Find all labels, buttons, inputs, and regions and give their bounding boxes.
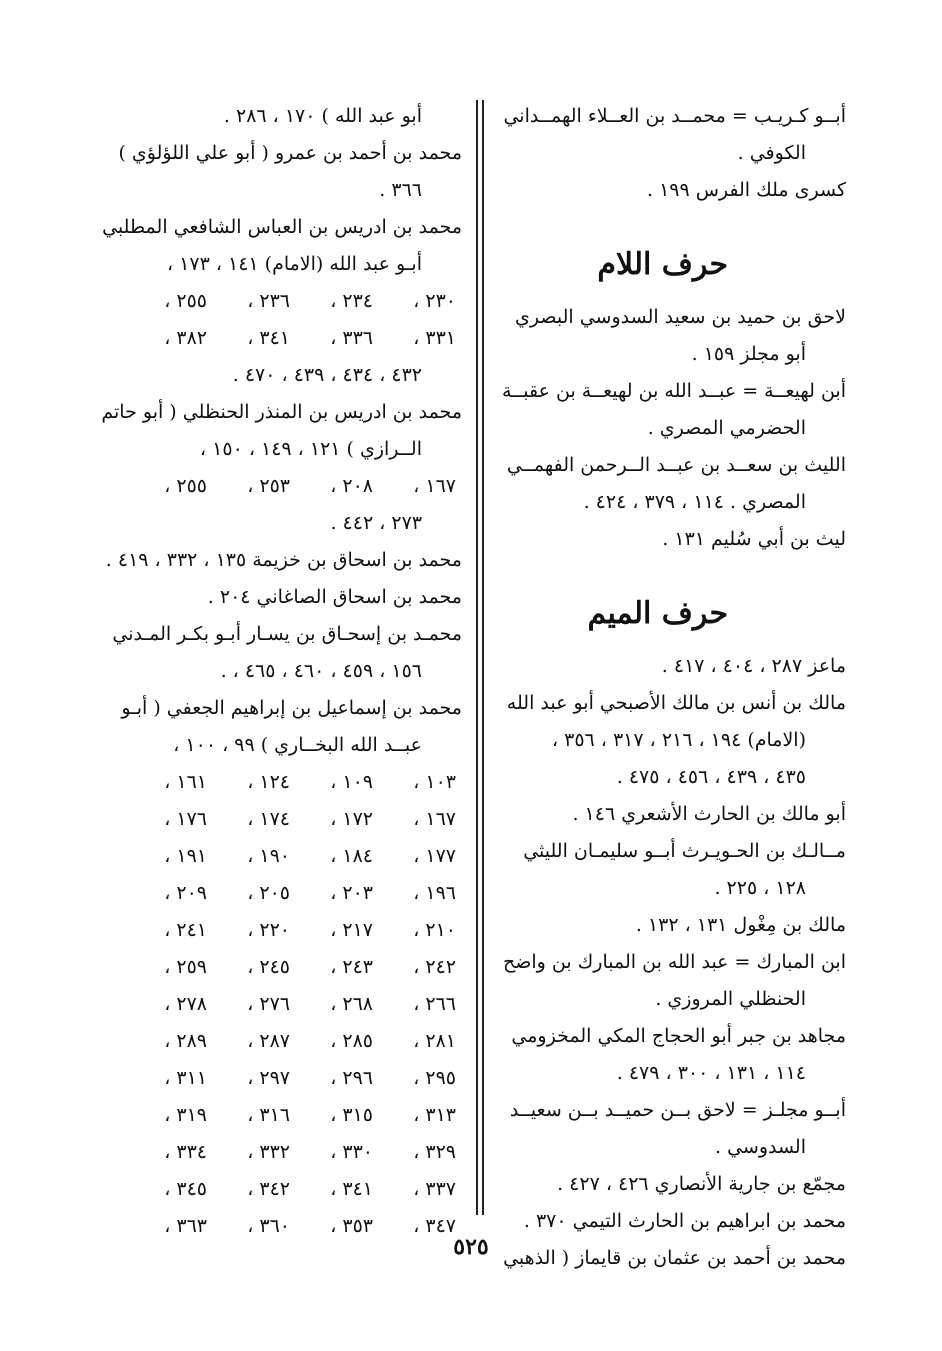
entry-continuation: ١٢٨ ، ٢٢٥ . (714, 877, 806, 899)
entry-continuation: ١٥٦ ، ٤٥٩ ، ٤٦٠ ، ٤٦٥ ، . (220, 660, 422, 682)
page-ref: ٢٣٠ ، (413, 290, 456, 312)
page-ref: ١٨٤ ، (330, 845, 373, 867)
page-ref: ٣٨٢ ، (164, 327, 207, 349)
page-ref: ٢٠٥ ، (247, 882, 290, 904)
page-ref: ٢٤١ ، (164, 919, 207, 941)
page-ref-row (125, 1097, 462, 1134)
page-ref: ٣٤٧ ، (413, 1215, 456, 1237)
entry-continuation: أبو مجلز ١٥٩ . (691, 343, 806, 365)
page-ref: ١٠٩ ، (330, 771, 373, 793)
index-entry: أبــو مجلـز = لاحق بــن حميــد بــن سعيــد (509, 1099, 846, 1121)
page-ref: ٣٣١ ، (413, 327, 456, 349)
page-ref-row (125, 320, 462, 357)
page-ref: ٣٥٣ ، (330, 1215, 373, 1237)
page-ref: ٣٢٩ ، (413, 1141, 456, 1163)
column-divider-rule (476, 100, 478, 1215)
index-entry: محمد بن ادريس بن العباس الشافعي المطلبي (102, 216, 462, 238)
page-ref: ٣١٩ ، (164, 1104, 207, 1126)
section-heading: حرف اللام (597, 247, 728, 282)
page-ref: ٣٣٧ ، (413, 1178, 456, 1200)
page-ref: ٢٤٣ ، (330, 956, 373, 978)
page-ref: ٢٨٩ ، (164, 1030, 207, 1052)
page-ref: ٢٥٣ ، (247, 475, 290, 497)
page-ref-row (125, 801, 462, 838)
page-ref: ٢٤٢ ، (413, 956, 456, 978)
entry-continuation: الــرازي ) ١٢١ ، ١٤٩ ، ١٥٠ ، (200, 438, 422, 460)
page-ref-row (125, 1060, 462, 1097)
entry-continuation: ٤٣٢ ، ٤٣٤ ، ٤٣٩ ، ٤٧٠ . (232, 364, 422, 386)
page-ref: ٢٠٣ ، (330, 882, 373, 904)
entry-continuation: الحنظلي المروزي . (655, 988, 806, 1010)
page-ref-row (125, 468, 462, 505)
index-entry: كسرى ملك الفرس ١٩٩ . (646, 179, 846, 201)
page-ref: ١٦٧ ، (413, 475, 456, 497)
page-ref: ٣٤٢ ، (247, 1178, 290, 1200)
page-ref: ٢٥٥ ، (164, 290, 207, 312)
page-ref: ١٠٣ ، (413, 771, 456, 793)
index-entry: محمد بن ابراهيم بن الحارث التيمي ٣٧٠ . (523, 1210, 846, 1232)
index-entry: الليث بن سعــد بن عبــد الــرحمن الفهمــي (506, 454, 846, 476)
entry-continuation: المصري . ١١٤ ، ٣٧٩ ، ٤٢٤ . (583, 491, 806, 513)
page-ref: ٢٠٨ ، (330, 475, 373, 497)
index-entry: محمد بن أحمد بن عثمان بن قايماز ( الذهبي (503, 1247, 846, 1269)
page-ref: ٢٨٥ ، (330, 1030, 373, 1052)
page-ref: ١٩١ ، (164, 845, 207, 867)
index-entry: ابن المبارك = عبد الله بن المبارك بن واضح (502, 951, 846, 973)
page-ref-row (125, 912, 462, 949)
page-ref: ٣١٥ ، (330, 1104, 373, 1126)
page-ref: ٢٥٩ ، (164, 956, 207, 978)
page-ref: ١٧٤ ، (247, 808, 290, 830)
page-ref-row (125, 764, 462, 801)
page-ref: ٢٦٦ ، (413, 993, 456, 1015)
page-ref: ٣٦٣ ، (164, 1215, 207, 1237)
index-entry: محمد بن اسحاق بن خزيمة ١٣٥ ، ٣٣٢ ، ٤١٩ . (105, 549, 462, 571)
index-entry: لاحق بن حميد بن سعيد السدوسي البصري (515, 306, 846, 328)
index-entry: محمد بن إسماعيل بن إبراهيم الجعفي ( أبـو (121, 697, 462, 719)
page-ref-row (125, 283, 462, 320)
page-ref: ٢٩٦ ، (330, 1067, 373, 1089)
index-entry: محمد بن أحمد بن عمرو ( أبو علي اللؤلؤي ) (118, 142, 462, 164)
page-ref: ٢٩٧ ، (247, 1067, 290, 1089)
page-ref: ٢٠٩ ، (164, 882, 207, 904)
entry-continuation: السدوسي . (714, 1136, 806, 1158)
index-entry: محمد بن اسحاق الصاغاني ٢٠٤ . (207, 586, 462, 608)
page-ref: ٣٤١ ، (330, 1178, 373, 1200)
page-ref: ١٩٠ ، (247, 845, 290, 867)
page-ref: ٢٢٠ ، (247, 919, 290, 941)
entry-continuation: الكوفي . (737, 142, 806, 164)
page-ref: ١٧٦ ، (164, 808, 207, 830)
index-entry: ليث بن أبي سُليم ١٣١ . (662, 528, 846, 550)
page-ref: ١٧٢ ، (330, 808, 373, 830)
entry-continuation: الحضرمي المصري . (647, 417, 806, 439)
entry-continuation: أبـو عبد الله (الامام) ١٤١ ، ١٧٣ ، (166, 253, 422, 275)
page-ref: ٣٣٤ ، (164, 1141, 207, 1163)
left-column (101, 98, 462, 1245)
page-ref-row (125, 1134, 462, 1171)
page-ref-row (125, 986, 462, 1023)
page-ref: ٢٩٥ ، (413, 1067, 456, 1089)
page-ref: ٢٦٨ ، (330, 993, 373, 1015)
page-ref: ٢٨٧ ، (247, 1030, 290, 1052)
index-entry: مالك بن أنس بن مالك الأصبحي أبو عبد الله (506, 692, 846, 714)
index-entry: ماعز ٢٨٧ ، ٤٠٤ ، ٤١٧ . (661, 655, 846, 677)
entry-continuation: ٣٦٦ . (379, 179, 422, 201)
page-ref: ٣١٣ ، (413, 1104, 456, 1126)
page-ref: ٢٨١ ، (413, 1030, 456, 1052)
page-ref: ١٢٤ ، (247, 771, 290, 793)
page-ref: ١٩٦ ، (413, 882, 456, 904)
section-heading: حرف الميم (587, 596, 728, 631)
index-entry: أبو مالك بن الحارث الأشعري ١٤٦ . (572, 803, 846, 825)
page-ref: ٣١٦ ، (247, 1104, 290, 1126)
index-entry: محمد بن ادريس بن المنذر الحنظلي ( أبو حاتم (101, 401, 462, 423)
page-ref: ٣٣٠ ، (330, 1141, 373, 1163)
entry-continuation: ١١٤ ، ١٣١ ، ٣٠٠ ، ٤٧٩ . (616, 1062, 806, 1084)
entry-continuation: أبو عبد الله ) ١٧٠ ، ٢٨٦ . (223, 105, 422, 127)
page-ref-row (125, 1171, 462, 1208)
index-entry: مــالـك بن الحـويـرث أبــو سليمـان الليثي (523, 840, 846, 862)
page-ref: ٢٧٦ ، (247, 993, 290, 1015)
page-ref: ٢٣٤ ، (330, 290, 373, 312)
page-ref: ٣٣٢ ، (247, 1141, 290, 1163)
entry-continuation: (الامام) ١٩٤ ، ٢١٦ ، ٣١٧ ، ٣٥٦ ، (551, 729, 806, 751)
page-ref: ٣١١ ، (164, 1067, 207, 1089)
page-ref: ١٦١ ، (164, 771, 207, 793)
index-entry: أبن لهيعــة = عبــد الله بن لهيعــة بن عقبــة (501, 380, 846, 402)
page-ref: ٢٤٥ ، (247, 956, 290, 978)
page-ref: ١٦٧ ، (413, 808, 456, 830)
index-entry: أبــو كـريـب = محمــد بن العــلاء الهمــداني (503, 105, 846, 127)
page-number: ٥٢٥ (453, 1234, 489, 1260)
page-ref-row (125, 1023, 462, 1060)
page-ref: ٢٥٥ ، (164, 475, 207, 497)
page-ref: ٣٤٥ ، (164, 1178, 207, 1200)
entry-continuation: ٢٧٣ ، ٤٤٢ . (330, 512, 422, 534)
page-ref: ٣٦٠ ، (247, 1215, 290, 1237)
page-ref: ١٧٧ ، (413, 845, 456, 867)
page-ref: ٢٣٦ ، (247, 290, 290, 312)
entry-continuation: عبــد الله البخــاري ) ٩٩ ، ١٠٠ ، (173, 734, 422, 756)
page-ref: ٢٧٨ ، (164, 993, 207, 1015)
entry-continuation: ٤٣٥ ، ٤٣٩ ، ٤٥٦ ، ٤٧٥ . (616, 766, 806, 788)
right-column (501, 98, 846, 1277)
page-ref: ٣٣٦ ، (330, 327, 373, 349)
index-entry: مجمّع بن جارية الأنصاري ٤٢٦ ، ٤٢٧ . (557, 1173, 846, 1195)
index-entry: محمـد بن إسحـاق بن يسـار أبـو بكـر المـدني (112, 623, 462, 645)
page-ref-row (125, 949, 462, 986)
index-entry: مجاهد بن جبر أبو الحجاج المكي المخزومي (511, 1025, 846, 1047)
page-ref-row (125, 875, 462, 912)
column-divider-rule (482, 100, 484, 1215)
page-ref: ٣٤١ ، (247, 327, 290, 349)
index-entry: مالك بن مِغْول ١٣١ ، ١٣٢ . (635, 914, 846, 936)
page-ref-row (125, 838, 462, 875)
page-ref: ٢١٠ ، (413, 919, 456, 941)
page-ref: ٢١٧ ، (330, 919, 373, 941)
